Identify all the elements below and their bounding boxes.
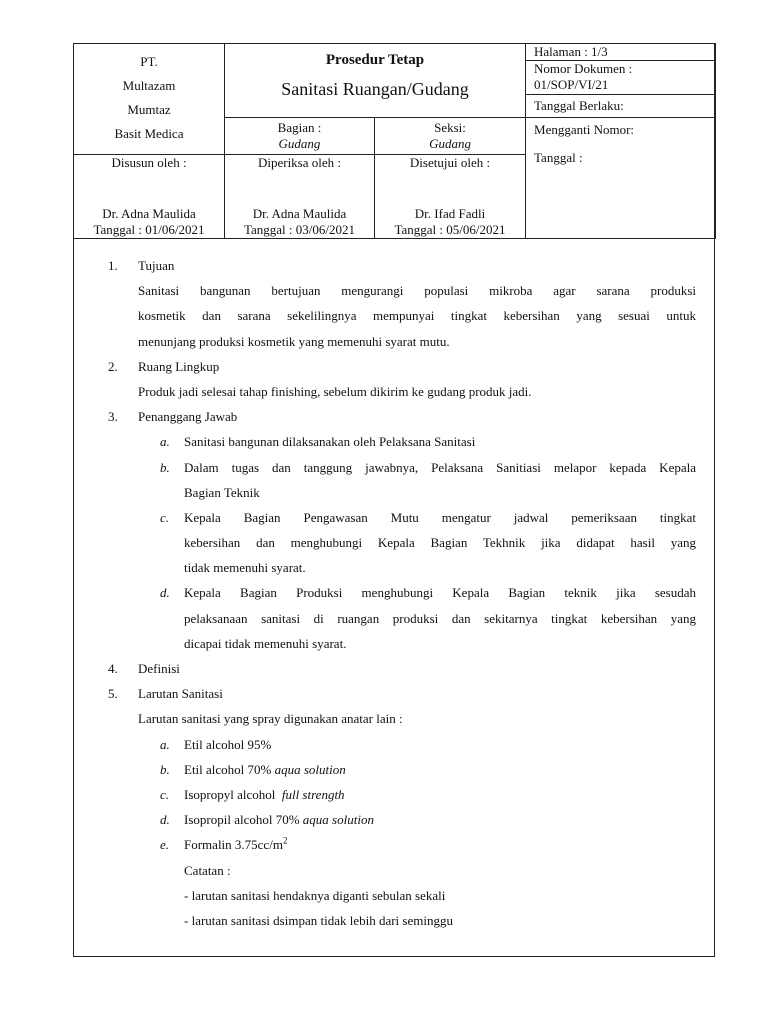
list-item-continuation: Bagian Teknik [184,484,260,500]
list-item-continuation: pelaksanaan sanitasi di ruangan produksi dan sekitarnya tingkat kebersihan yang [184,610,696,626]
seksi-value: Gudang [429,136,471,151]
list-item-continuation: tidak memenuhi syarat. [184,560,306,576]
section-number: 2. [108,358,118,374]
section-title: Penanggang Jawab [138,409,238,425]
doc-info-cell [526,44,716,118]
section-definisi [108,656,696,681]
disetujui-cell [375,155,526,239]
list-item: d. Kepala Bagian Produksi menghubungi Kepala Bagian teknik jika sesudah [160,585,696,601]
bagian-label: Bagian : [277,120,322,135]
section-number: 1. [108,258,118,273]
nomor-dokumen-label: Nomor Dokumen : [534,61,633,76]
note-item: - larutan sanitasi hendaknya diganti sebulan sekali [184,887,446,903]
disetujui-label: Disetujui oleh : [409,155,491,170]
section-penanggung-jawab [108,404,696,429]
paragraph-line: kosmetik dan sarana sekelilingnya mempunyai tingkat kebersihan yang sesuai untuk [138,308,696,324]
list-item: c. Kepala Bagian Pengawasan Mutu mengatur jadwal pemeriksaan tingkat [160,509,696,525]
section-title: Larutan Sanitasi [138,686,223,702]
company-name: PT. Multazam Mumtaz Basit Medica [74,44,225,155]
disusun-name: Dr. Adna Maulida [102,206,196,221]
disusun-date: Tanggal : 01/06/2021 [93,222,205,237]
list-item: b. Dalam tugas dan tanggung jawabnya, Pelaksana Sanitiasi melapor kepada Kepala [160,459,696,475]
list-item: a. Etil alcohol 95% [160,736,272,752]
list-item-continuation: kebersihan dan menghubungi Kepala Bagian Tekhnik jika didapat hasil yang [184,535,696,551]
disusun-cell [74,155,225,239]
document-body [108,253,696,933]
list-item: a. Sanitasi bangunan dilaksanakan oleh Pelaksana Sanitasi [160,434,476,450]
bagian-value: Gudang [278,136,321,151]
catatan-label: Catatan : [184,862,231,878]
procedure-type: Prosedur Tetap [325,52,425,68]
disetujui-name: Dr. Ifad Fadli [414,206,486,221]
section-number: 4. [108,661,118,676]
section-number: 3. [108,409,118,425]
paragraph-line: Sanitasi bangunan bertujuan mengurangi populasi mikroba agar sarana produksi [138,283,696,299]
procedure-title-cell [225,44,526,118]
section-title: Ruang Lingkup [138,358,220,374]
section-title: Tujuan [138,258,175,273]
diperiksa-cell [225,155,375,239]
list-item-continuation: dicapai tidak memenuhi syarat. [184,635,347,651]
section-title: Definisi [138,661,180,676]
section-number: 5. [108,686,118,702]
paragraph-line: menunjang produksi kosmetik yang memenuhi syarat mutu. [138,333,450,349]
nomor-dokumen-value: 01/SOP/VI/21 [526,77,715,95]
replacement-cell [526,118,716,239]
section-larutan-sanitasi [108,681,696,706]
diperiksa-label: Diperiksa oleh : [257,155,342,170]
halaman: Halaman : 1/3 [526,44,715,61]
mengganti-nomor: Mengganti Nomor: [534,122,635,137]
seksi-cell [375,118,526,155]
seksi-label: Seksi: [434,120,466,135]
diperiksa-name: Dr. Adna Maulida [252,206,347,221]
list-item: d. Isopropil alcohol 70% aqua solution [160,812,374,828]
disetujui-date: Tanggal : 05/06/2021 [394,222,506,237]
procedure-title: Sanitasi Ruangan/Gudang [281,79,469,99]
list-item: b. Etil alcohol 70% aqua solution [160,761,346,777]
section-ruang-lingkup [108,354,696,379]
disusun-label: Disusun oleh : [111,155,187,170]
section-tujuan [108,253,696,278]
paragraph-line: Produk jadi selesai tahap finishing, sebelum dikirim ke gudang produk jadi. [138,383,532,399]
list-item: e. Formalin $3.75cc/m^2$ [160,835,288,853]
bagian-cell [225,118,375,155]
paragraph-line: Larutan sanitasi yang spray digunakan anatar lain : [138,711,403,727]
tanggal-berlaku: Tanggal Berlaku: [534,98,624,113]
list-item: c. Isopropyl alcohol full strength [160,786,345,802]
diperiksa-date: Tanggal : 03/06/2021 [243,222,356,237]
header-table [73,43,716,239]
note-item: - larutan sanitasi dsimpan tidak lebih dari seminggu [184,912,453,928]
tanggal-label: Tanggal : [534,150,583,165]
